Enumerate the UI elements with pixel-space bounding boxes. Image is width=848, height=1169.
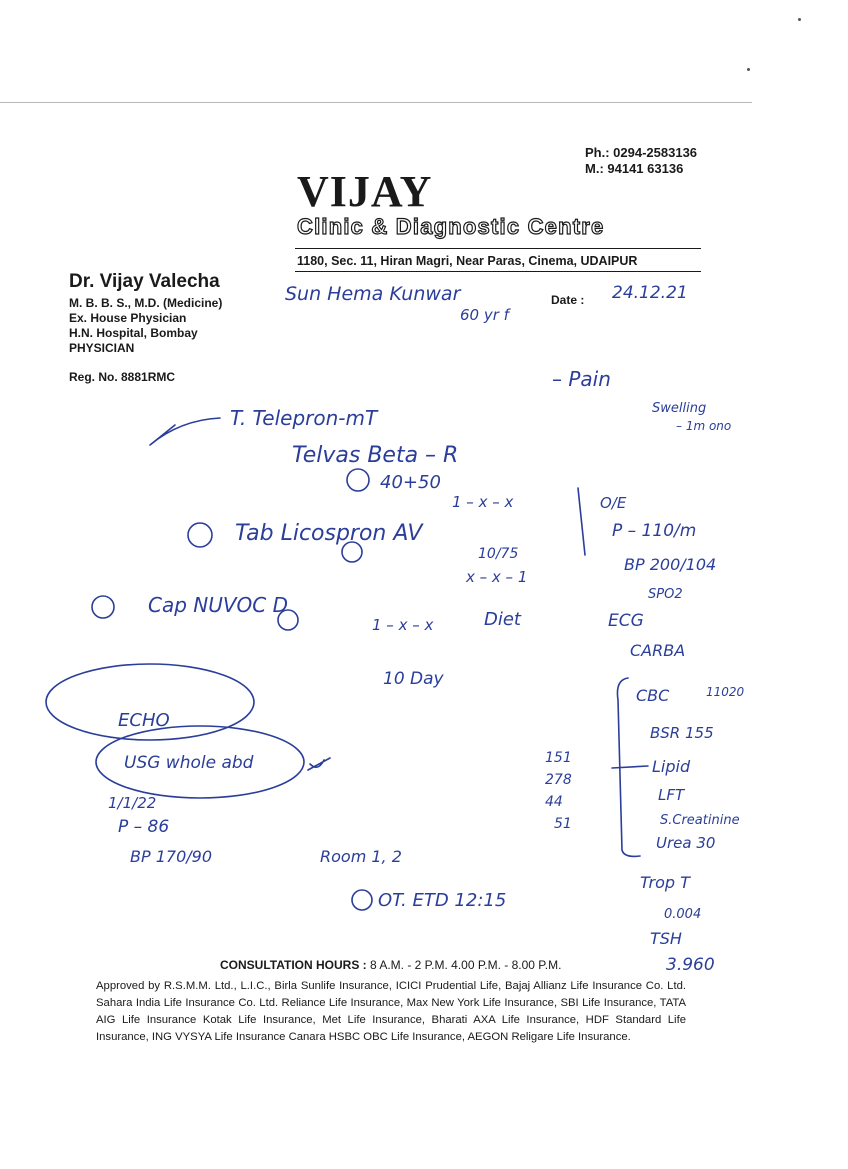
hw-complaint-swelling: Swelling [652,401,707,416]
hw-diet: Diet [484,609,521,630]
clinic-address: 1180, Sec. 11, Hiran Magri, Near Paras, Cinema, UDAIPUR [297,254,638,268]
hw-rx3-schedule: 1 – x – x [452,493,514,511]
hw-cbc-value: 11020 [706,685,745,699]
hw-followup-pulse: P – 86 [118,817,170,837]
hours-value: 8 A.M. - 2 P.M. 4.00 P.M. - 8.00 P.M. [370,958,562,972]
hw-ot: OT. ETD 12:15 [378,890,507,911]
date-label: Date : [551,293,585,307]
hw-rx2: Telvas Beta – R [292,443,459,468]
hours-label: CONSULTATION HOURS : [220,958,367,972]
hw-check-mark [308,758,330,770]
doctor-qualification: M. B. B. S., M.D. (Medicine) [69,296,223,310]
hw-echo: ECHO [118,710,170,731]
hw-vitals-pulse: P – 110/m [612,521,697,541]
hw-ecg: ECG [608,611,644,631]
hw-rx2-dose: 40+50 [380,472,441,493]
hw-patient-age: 60 yr f [460,306,509,324]
hw-lipid-val-4: 51 [554,816,572,832]
hw-vitals-spo2: SPO2 [648,587,683,602]
hw-circle-number [188,523,212,547]
hw-creatinine: S.Creatinine [660,813,740,828]
hw-rx3-dose: 10/75 [478,546,519,562]
hw-date: 24.12.21 [612,283,688,303]
hw-vitals-oe: O/E [600,494,627,512]
doctor-title: PHYSICIAN [69,341,135,355]
clinic-brand: VIJAY [297,167,433,216]
hw-followup-date: 1/1/22 [108,794,157,812]
hw-lipid-val-1: 151 [545,750,572,766]
hw-circle-ot [352,890,372,910]
hw-vitals-bp: BP 200/104 [624,555,717,574]
hw-circle-rx4 [92,596,114,618]
hw-followup-bp: BP 170/90 [130,847,212,866]
hw-carba: CARBA [630,641,686,660]
doctor-hospital: H.N. Hospital, Bombay [69,326,198,340]
registration-number: Reg. No. 8881RMC [69,370,176,384]
hw-rx3-schedule-2: x – x – 1 [466,568,528,586]
hw-lft: LFT [658,786,685,804]
hw-urea: Urea 30 [656,834,716,852]
consultation-hours [220,958,561,972]
hw-complaint-pain: – Pain [552,367,611,391]
hw-lipid: Lipid [652,757,691,776]
hw-divider-line [578,488,585,555]
hw-cbc: CBC [636,686,670,705]
hw-usg: USG whole abd [124,753,254,773]
hw-tropt: Trop T [640,873,690,892]
hw-complaint-onset: – 1m ono [676,419,732,433]
hw-lipid-val-2: 278 [545,772,572,788]
hw-rx4-schedule: 1 – x – x [372,616,434,634]
hw-tsh: TSH [650,929,682,948]
doctor-experience: Ex. House Physician [69,311,187,325]
hw-tsh-value: 3.960 [666,955,715,975]
hw-circle-10 [347,469,369,491]
hw-lipid-val-3: 44 [545,794,563,810]
hw-lipid-arrow [612,766,648,768]
hw-rx-symbol [150,418,220,445]
hw-room: Room 1, 2 [320,847,402,866]
clinic-subtitle: Clinic & Diagnostic Centre [297,214,605,239]
hw-rx4: Cap NUVOC D [148,593,289,617]
phone-number: Ph.: 0294-2583136 [585,145,698,160]
hw-patient-name: Sun Hema Kunwar [285,283,461,305]
mobile-number: M.: 94141 63136 [585,161,684,176]
hw-rx4-duration: 10 Day [383,669,444,689]
hw-tropt-value: 0.004 [664,907,702,922]
hw-rx1: T. Telepron-mT [230,406,378,430]
insurance-approvals: Approved by R.S.M.M. Ltd., L.I.C., Birla Sunlife Insurance, ICICI Prudential Life, Bajaj Allianz Life Insurance Co. Ltd. Sahara India Life Insurance Co. Ltd. Reliance Life Insurance, Max New York Life Insurance, SBI Life Insurance, TATA AIG Life Insurance Kotak Life Insurance, Met Life Insurance, Bharati AXA Life Insurance, HDF Standard Life Insurance, ING VYSYA Life Insurance Canara HSBC OBC Life Insurance, AEGON Religare Life Insurance. [96,980,686,1043]
doctor-name: Dr. Vijay Valecha [69,271,220,292]
hw-rx3: Tab Licospron AV [235,521,423,546]
hw-bsr: BSR 155 [650,724,714,742]
